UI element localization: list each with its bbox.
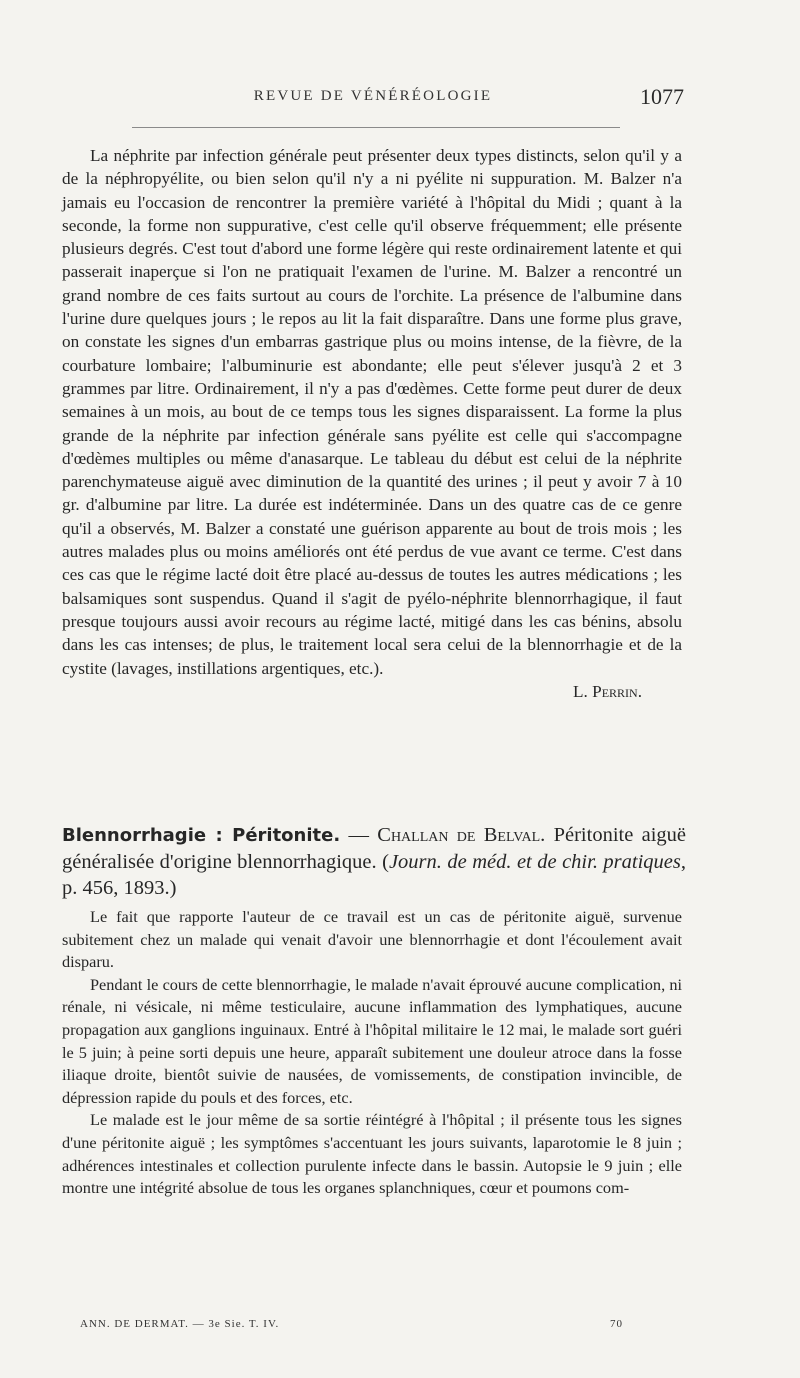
heading-topic: Blennorrhagie : Péritonite. (62, 825, 341, 846)
page-number: 1077 (640, 84, 684, 109)
header-rule (132, 127, 620, 128)
article-2-body (62, 906, 682, 1200)
article-2-paragraph: Pendant le cours de cette blennorrhagie, le malade n'avait éprouvé aucune complication, ni rénale, ni vésicale, ni même testiculaire, aucune inflammation des lymphatiques, aucune propagation aux ganglions inguinaux. Entré à l'hôpital militaire le 12 mai, le malade sort guéri le 5 juin; à peine sorti depuis une heure, apparaît subitement une douleur atroce dans la fosse iliaque droite, bientôt suivie de nausées, de vomissements, de constipation invincible, de dépression rapide du pouls et des forces, etc. (62, 974, 682, 1107)
running-head (62, 84, 684, 118)
article-2-paragraph: Le malade est le jour même de sa sortie réintégré à l'hôpital ; il présente tous les signes d'une péritonite aiguë ; les symptômes s'accentuant les jours suivants, laparotomie le 8 juin ; adhérences intestinales et collection purulente infecte dans le bassin. Autopsie le 9 juin ; elle montre une intégrité absolue de tous les organes splanchniques, cœur et poumons com- (62, 1110, 682, 1198)
article-2-heading (62, 822, 686, 901)
heading-author: Challan de Belval. (377, 824, 546, 846)
article-2-paragraph: Le fait que rapporte l'auteur de ce travail est un cas de péritonite aiguë, survenue subitement chez un malade qui venait d'avoir une blennorrhagie et dont l'écoulement avait disparu. (62, 907, 682, 972)
signature-mark: ANN. DE DERMAT. — 3e Sie. T. IV. (80, 1318, 280, 1330)
running-title: REVUE DE VÉNÉRÉOLOGIE (253, 88, 493, 104)
heading-dash: — (340, 824, 378, 846)
article-1-body: La néphrite par infection générale peut présenter deux types distincts, selon qu'il y a de la néphropyélite, ou bien selon qu'il n'y a ni pyélite ni suppuration. M. Balzer n'a jamais eu l'occasion de rencontrer la première variété à l'hôpital du Midi ; quant à la seconde, la forme non suppurative, c'est celle qu'il observe fréquemment; elle présente plusieurs degrés. C'est tout d'abord une forme légère qui reste ordinairement latente et qui passerait inaperçue si l'on ne pratiquait l'examen de l'urine. M. Balzer a rencontré un grand nombre de ces faits surtout au cours de l'orchite. La présence de l'albumine dans l'urine dure quelques jours ; le repos au lit la fait disparaître. Dans une forme plus grave, on constate les signes d'un embarras gastrique plus ou moins intense, de la fièvre, de la courbature lombaire; l'albuminurie est abondante; elle peut s'élever jusqu'à 2 et 3 grammes par litre. Ordinairement, il n'y a pas d'œdèmes. Cette forme peut durer de deux semaines à un mois, au bout de ce temps tous les signes disparaissent. La forme la plus grande de la néphrite par infection générale sans pyélite est celle qui s'accompagne d'œdèmes multiples ou même d'anasarque. Le tableau du début est celui de la néphrite parenchymateuse aiguë avec diminution de la quantité des urines ; il peut y avoir 7 à 10 gr. d'albumine par litre. La durée est indéterminée. Dans un des quatre cas de ce genre qu'il a observés, M. Balzer a constaté une guérison apparente au bout de trois mois ; les autres malades plus ou moins améliorés ont été perdus de vue avant ce terme. C'est dans ces cas que le régime lacté doit être placé au-dessus de toutes les autres médications ; les balsamiques sont suspendus. Quand il s'agit de pyélo-néphrite blennorrhagique, il faut presque toujours aussi avoir recours au régime lacté, mitigé dans les cas bénins, absolu dans les cas intenses; de plus, le traitement local sera celui de la blennorrhagie et de la cystite (lavages, instillations argentiques, etc.). (62, 146, 682, 678)
article-1 (62, 144, 682, 703)
heading-journal: Journ. de méd. et de chir. pratiques (388, 851, 681, 873)
article-1-signature: L. Perrin. (573, 681, 642, 701)
sheet-number: 70 (610, 1318, 623, 1330)
heading-ref: , p. 456, 1893.) (62, 851, 686, 899)
heading-title: Péritonite aiguë généralisée d'origine blennorrhagique. ( (62, 824, 686, 873)
